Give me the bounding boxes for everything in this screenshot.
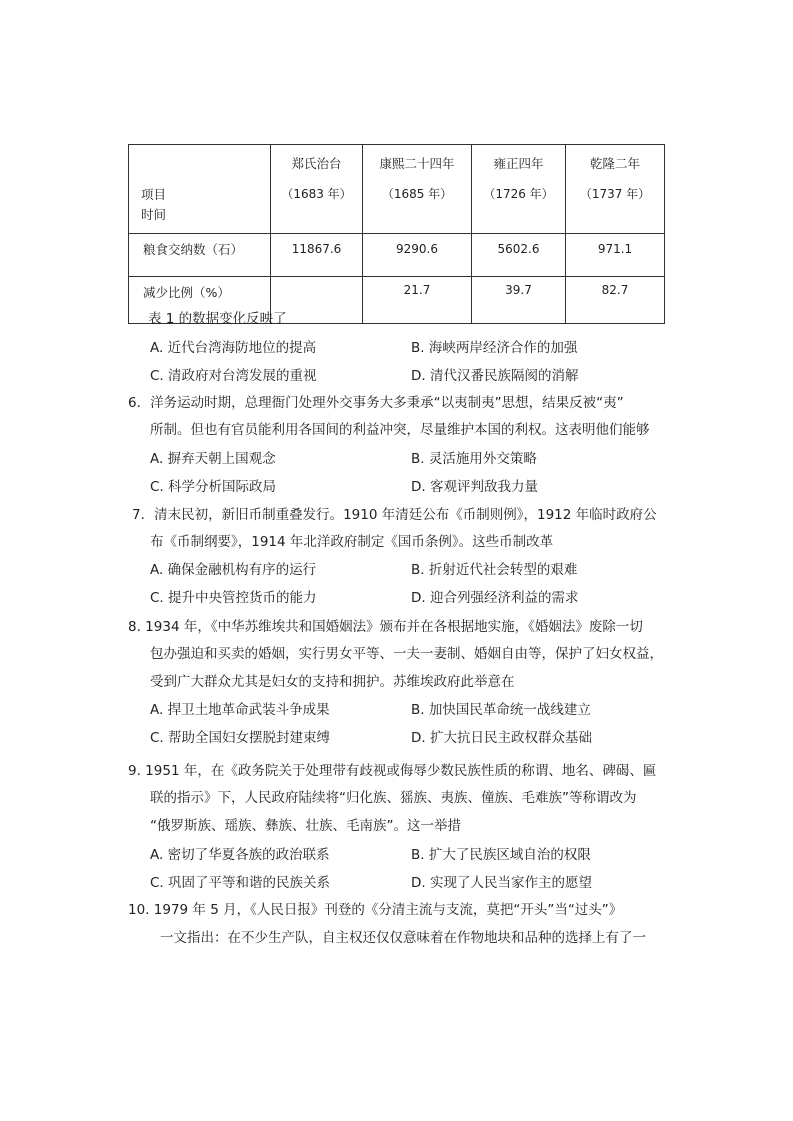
- q9-option-d: D. 实现了人民当家作主的愿望: [411, 875, 592, 891]
- table-cell: 11867.6: [271, 234, 363, 277]
- col-name: 乾隆二年: [589, 156, 640, 171]
- table-col-header: [472, 145, 566, 234]
- table-col-header: [271, 145, 363, 234]
- col-name: 雍正四年: [493, 156, 544, 171]
- table-corner-cell: [129, 145, 271, 234]
- q9-line-2: 联的指示》下，人民政府陆续将“归化族、猺族、夷族、僮族、毛难族”等称谓改为: [150, 790, 637, 806]
- q7-line-1: 7．清末民初，新旧币制重叠发行。1910 年清廷公布《币制则例》，1912 年临时政府公: [132, 507, 657, 523]
- q6-line-1: 6．洋务运动时期，总理衙门处理外交事务大多秉承“以夷制夷”思想，结果反被“夷”: [128, 395, 624, 411]
- col-year: （1737 年）: [579, 187, 651, 201]
- q8-line-3: 受到广大群众尤其是妇女的支持和拥护。苏维埃政府此举意在: [150, 674, 515, 690]
- corner-label-time: 时间: [141, 207, 167, 222]
- table-cell: 82.7: [566, 277, 665, 324]
- q10-line-1: 10. 1979 年 5 月，《人民日报》刊登的《分清主流与支流，莫把“开头”当“过头”》: [128, 902, 623, 918]
- q6-option-c: C. 科学分析国际政局: [150, 479, 277, 495]
- q5-stem: 表 1 的数据变化反映了: [148, 311, 287, 327]
- q9-option-c: C. 巩固了平等和谐的民族关系: [150, 875, 331, 891]
- q8-option-d: D. 扩大抗日民主政权群众基础: [411, 730, 592, 746]
- q7-option-d: D. 迎合列强经济利益的需求: [411, 590, 579, 606]
- q6-option-a: A. 摒弃天朝上国观念: [150, 451, 276, 467]
- corner-label-item: 项目: [141, 187, 167, 202]
- row-label: 粮食交纳数（石）: [129, 234, 271, 277]
- q7-option-a: A. 确保金融机构有序的运行: [150, 562, 317, 578]
- q5-option-d: D. 清代汉番民族隔阂的消解: [411, 368, 579, 384]
- col-name: 康熙二十四年: [379, 156, 455, 171]
- q6-line-2: 所制。但也有官员能利用各国间的利益冲突，尽量维护本国的利权。这表明他们能够: [150, 422, 650, 438]
- q8-line-1: 8. 1934 年，《中华苏维埃共和国婚姻法》颁布并在各根据地实施，《婚姻法》废除一切: [128, 619, 643, 635]
- q6-option-d: D. 客观评判敌我力量: [411, 479, 538, 495]
- q5-option-c: C. 清政府对台湾发展的重视: [150, 368, 317, 384]
- col-year: （1685 年）: [381, 187, 453, 201]
- row-label: 减少比例（%）: [129, 277, 271, 324]
- q7-option-c: C. 提升中央管控货币的能力: [150, 590, 317, 606]
- table-row: [129, 234, 665, 277]
- table-cell: 9290.6: [363, 234, 472, 277]
- q9-line-1: 9. 1951 年，在《政务院关于处理带有歧视或侮辱少数民族性质的称谓、地名、碑碣、匾: [128, 763, 657, 779]
- table-cell: 21.7: [363, 277, 472, 324]
- table-col-header: [363, 145, 472, 234]
- q7-line-2: 布《币制纲要》，1914 年北洋政府制定《国币条例》。这些币制改革: [150, 534, 554, 550]
- table-cell: 5602.6: [472, 234, 566, 277]
- table-header-row: [129, 145, 665, 234]
- q5-option-a: A. 近代台湾海防地位的提高: [150, 340, 317, 356]
- q6-option-b: B. 灵活施用外交策略: [411, 451, 537, 467]
- q9-option-b: B. 扩大了民族区域自治的权限: [411, 847, 591, 863]
- q9-line-3: “俄罗斯族、瑶族、彝族、壮族、毛南族”。这一举措: [150, 818, 461, 834]
- q10-line-2: 一文指出：在不少生产队，自主权还仅仅意味着在作物地块和品种的选择上有了一: [160, 930, 646, 946]
- q7-option-b: B. 折射近代社会转型的艰难: [411, 562, 578, 578]
- table-col-header: [566, 145, 665, 234]
- col-year: （1683 年）: [281, 187, 352, 201]
- col-name: 郑氏治台: [291, 156, 342, 171]
- q9-option-a: A. 密切了华夏各族的政治联系: [150, 847, 330, 863]
- table-cell: 971.1: [566, 234, 665, 277]
- q8-option-b: B. 加快国民革命统一战线建立: [411, 702, 591, 718]
- table-cell: 39.7: [472, 277, 566, 324]
- col-year: （1726 年）: [483, 187, 554, 201]
- q8-line-2: 包办强迫和买卖的婚姻，实行男女平等、一夫一妻制、婚姻自由等，保护了妇女权益，: [150, 646, 663, 662]
- q8-option-a: A. 捍卫土地革命武装斗争成果: [150, 702, 330, 718]
- q8-option-c: C. 帮助全国妇女摆脱封建束缚: [150, 730, 331, 746]
- q5-option-b: B. 海峡两岸经济合作的加强: [411, 340, 578, 356]
- data-table: [128, 144, 665, 324]
